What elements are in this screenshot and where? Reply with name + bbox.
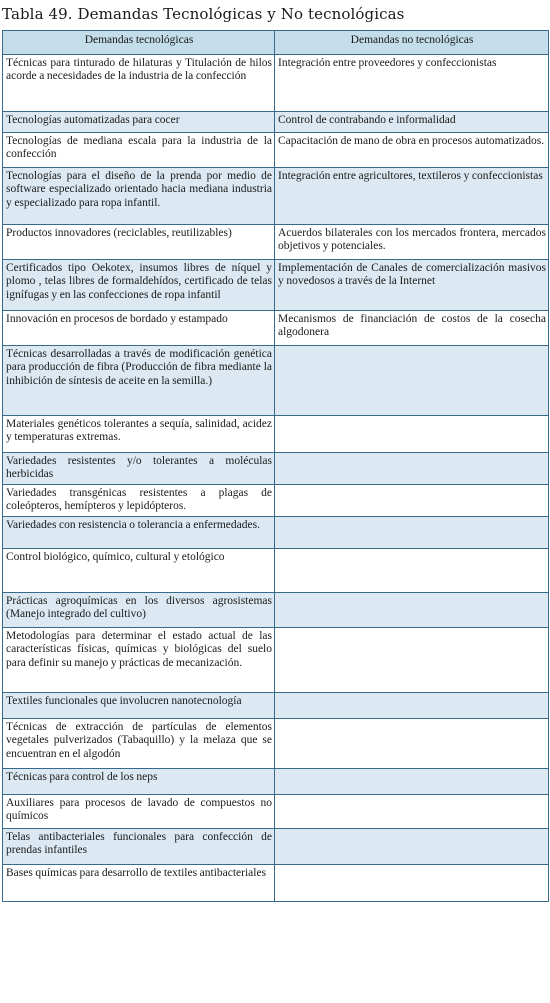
table-row — [3, 484, 549, 516]
cell-technological-demand: Telas antibacteriales funcionales para confección de prendas infantiles — [3, 828, 275, 864]
cell-non-technological-demand — [275, 718, 549, 768]
header-non-technological: Demandas no tecnológicas — [275, 31, 549, 55]
cell-technological-demand: Tecnologías de mediana escala para la industria de la confección — [3, 133, 275, 168]
table-row — [3, 225, 549, 260]
cell-non-technological-demand — [275, 627, 549, 692]
cell-non-technological-demand: Control de contrabando e informalidad — [275, 112, 549, 133]
cell-non-technological-demand: Capacitación de mano de obra en procesos automatizados. — [275, 133, 549, 168]
cell-non-technological-demand — [275, 692, 549, 718]
cell-technological-demand: Tecnologías automatizadas para cocer — [3, 112, 275, 133]
cell-technological-demand: Productos innovadores (reciclables, reutilizables) — [3, 225, 275, 260]
cell-technological-demand: Control biológico, químico, cultural y etológico — [3, 548, 275, 592]
cell-non-technological-demand — [275, 516, 549, 548]
table-title: Tabla 49. Demandas Tecnológicas y No tecnológicas — [2, 5, 405, 23]
table-row — [3, 627, 549, 692]
cell-technological-demand: Variedades con resistencia o tolerancia a enfermedades. — [3, 516, 275, 548]
cell-technological-demand: Técnicas para tinturado de hilaturas y Titulación de hilos acorde a necesidades de la industria de la confección — [3, 55, 275, 112]
table-row — [3, 516, 549, 548]
table-body — [3, 55, 549, 902]
cell-technological-demand: Metodologías para determinar el estado actual de las características físicas, químicas y biológicas del suelo para definir su manejo y prácticas de mecanización. — [3, 627, 275, 692]
cell-technological-demand: Prácticas agroquímicas en los diversos agrosistemas (Manejo integrado del cultivo) — [3, 592, 275, 627]
cell-non-technological-demand: Integración entre agricultores, textileros y confeccionistas — [275, 168, 549, 225]
table-row — [3, 548, 549, 592]
table-row — [3, 864, 549, 901]
table-header-row — [3, 31, 549, 55]
cell-non-technological-demand — [275, 828, 549, 864]
cell-technological-demand: Auxiliares para procesos de lavado de compuestos no químicos — [3, 794, 275, 828]
cell-non-technological-demand — [275, 484, 549, 516]
table-row — [3, 416, 549, 453]
table-row — [3, 346, 549, 416]
table-row — [3, 55, 549, 112]
table-row — [3, 168, 549, 225]
cell-non-technological-demand — [275, 592, 549, 627]
table-row — [3, 592, 549, 627]
cell-technological-demand: Variedades transgénicas resistentes a plagas de coleópteros, hemípteros y lepidópteros. — [3, 484, 275, 516]
cell-non-technological-demand: Mecanismos de financiación de costos de la cosecha algodonera — [275, 311, 549, 346]
table-row — [3, 260, 549, 311]
cell-non-technological-demand: Acuerdos bilaterales con los mercados frontera, mercados objetivos y potenciales. — [275, 225, 549, 260]
table-row — [3, 768, 549, 794]
demands-table — [2, 30, 549, 902]
table-row — [3, 133, 549, 168]
cell-non-technological-demand — [275, 768, 549, 794]
header-technological: Demandas tecnológicas — [3, 31, 275, 55]
cell-non-technological-demand — [275, 453, 549, 485]
cell-technological-demand: Certificados tipo Oekotex, insumos libres de níquel y plomo , telas libres de formaldehídos, certificado de telas ignífugas y en las confecciones de ropa infantil — [3, 260, 275, 311]
table-row — [3, 112, 549, 133]
cell-non-technological-demand — [275, 794, 549, 828]
cell-non-technological-demand — [275, 346, 549, 416]
cell-technological-demand: Variedades resistentes y/o tolerantes a moléculas herbicidas — [3, 453, 275, 485]
table-row — [3, 794, 549, 828]
cell-technological-demand: Tecnologías para el diseño de la prenda por medio de software especializado orientado hacia mediana industria y especializado para ropa infantil. — [3, 168, 275, 225]
cell-technological-demand: Bases químicas para desarrollo de textiles antibacteriales — [3, 864, 275, 901]
cell-non-technological-demand — [275, 548, 549, 592]
cell-non-technological-demand: Integración entre proveedores y confeccionistas — [275, 55, 549, 112]
table-row — [3, 453, 549, 485]
cell-technological-demand: Técnicas para control de los neps — [3, 768, 275, 794]
table-row — [3, 718, 549, 768]
cell-non-technological-demand: Implementación de Canales de comercialización masivos y novedosos a través de la Internet — [275, 260, 549, 311]
cell-technological-demand: Materiales genéticos tolerantes a sequía, salinidad, acidez y temperaturas extremas. — [3, 416, 275, 453]
cell-technological-demand: Técnicas de extracción de partículas de elementos vegetales pulverizados (Tabaquillo) y la melaza que se encuentran en el algodón — [3, 718, 275, 768]
cell-non-technological-demand — [275, 416, 549, 453]
table-row — [3, 828, 549, 864]
cell-technological-demand: Textiles funcionales que involucren nanotecnología — [3, 692, 275, 718]
table-row — [3, 311, 549, 346]
cell-technological-demand: Innovación en procesos de bordado y estampado — [3, 311, 275, 346]
cell-technological-demand: Técnicas desarrolladas a través de modificación genética para producción de fibra (Producción de fibra mediante la inhibición de síntesis de aceite en la semilla.) — [3, 346, 275, 416]
table-row — [3, 692, 549, 718]
cell-non-technological-demand — [275, 864, 549, 901]
